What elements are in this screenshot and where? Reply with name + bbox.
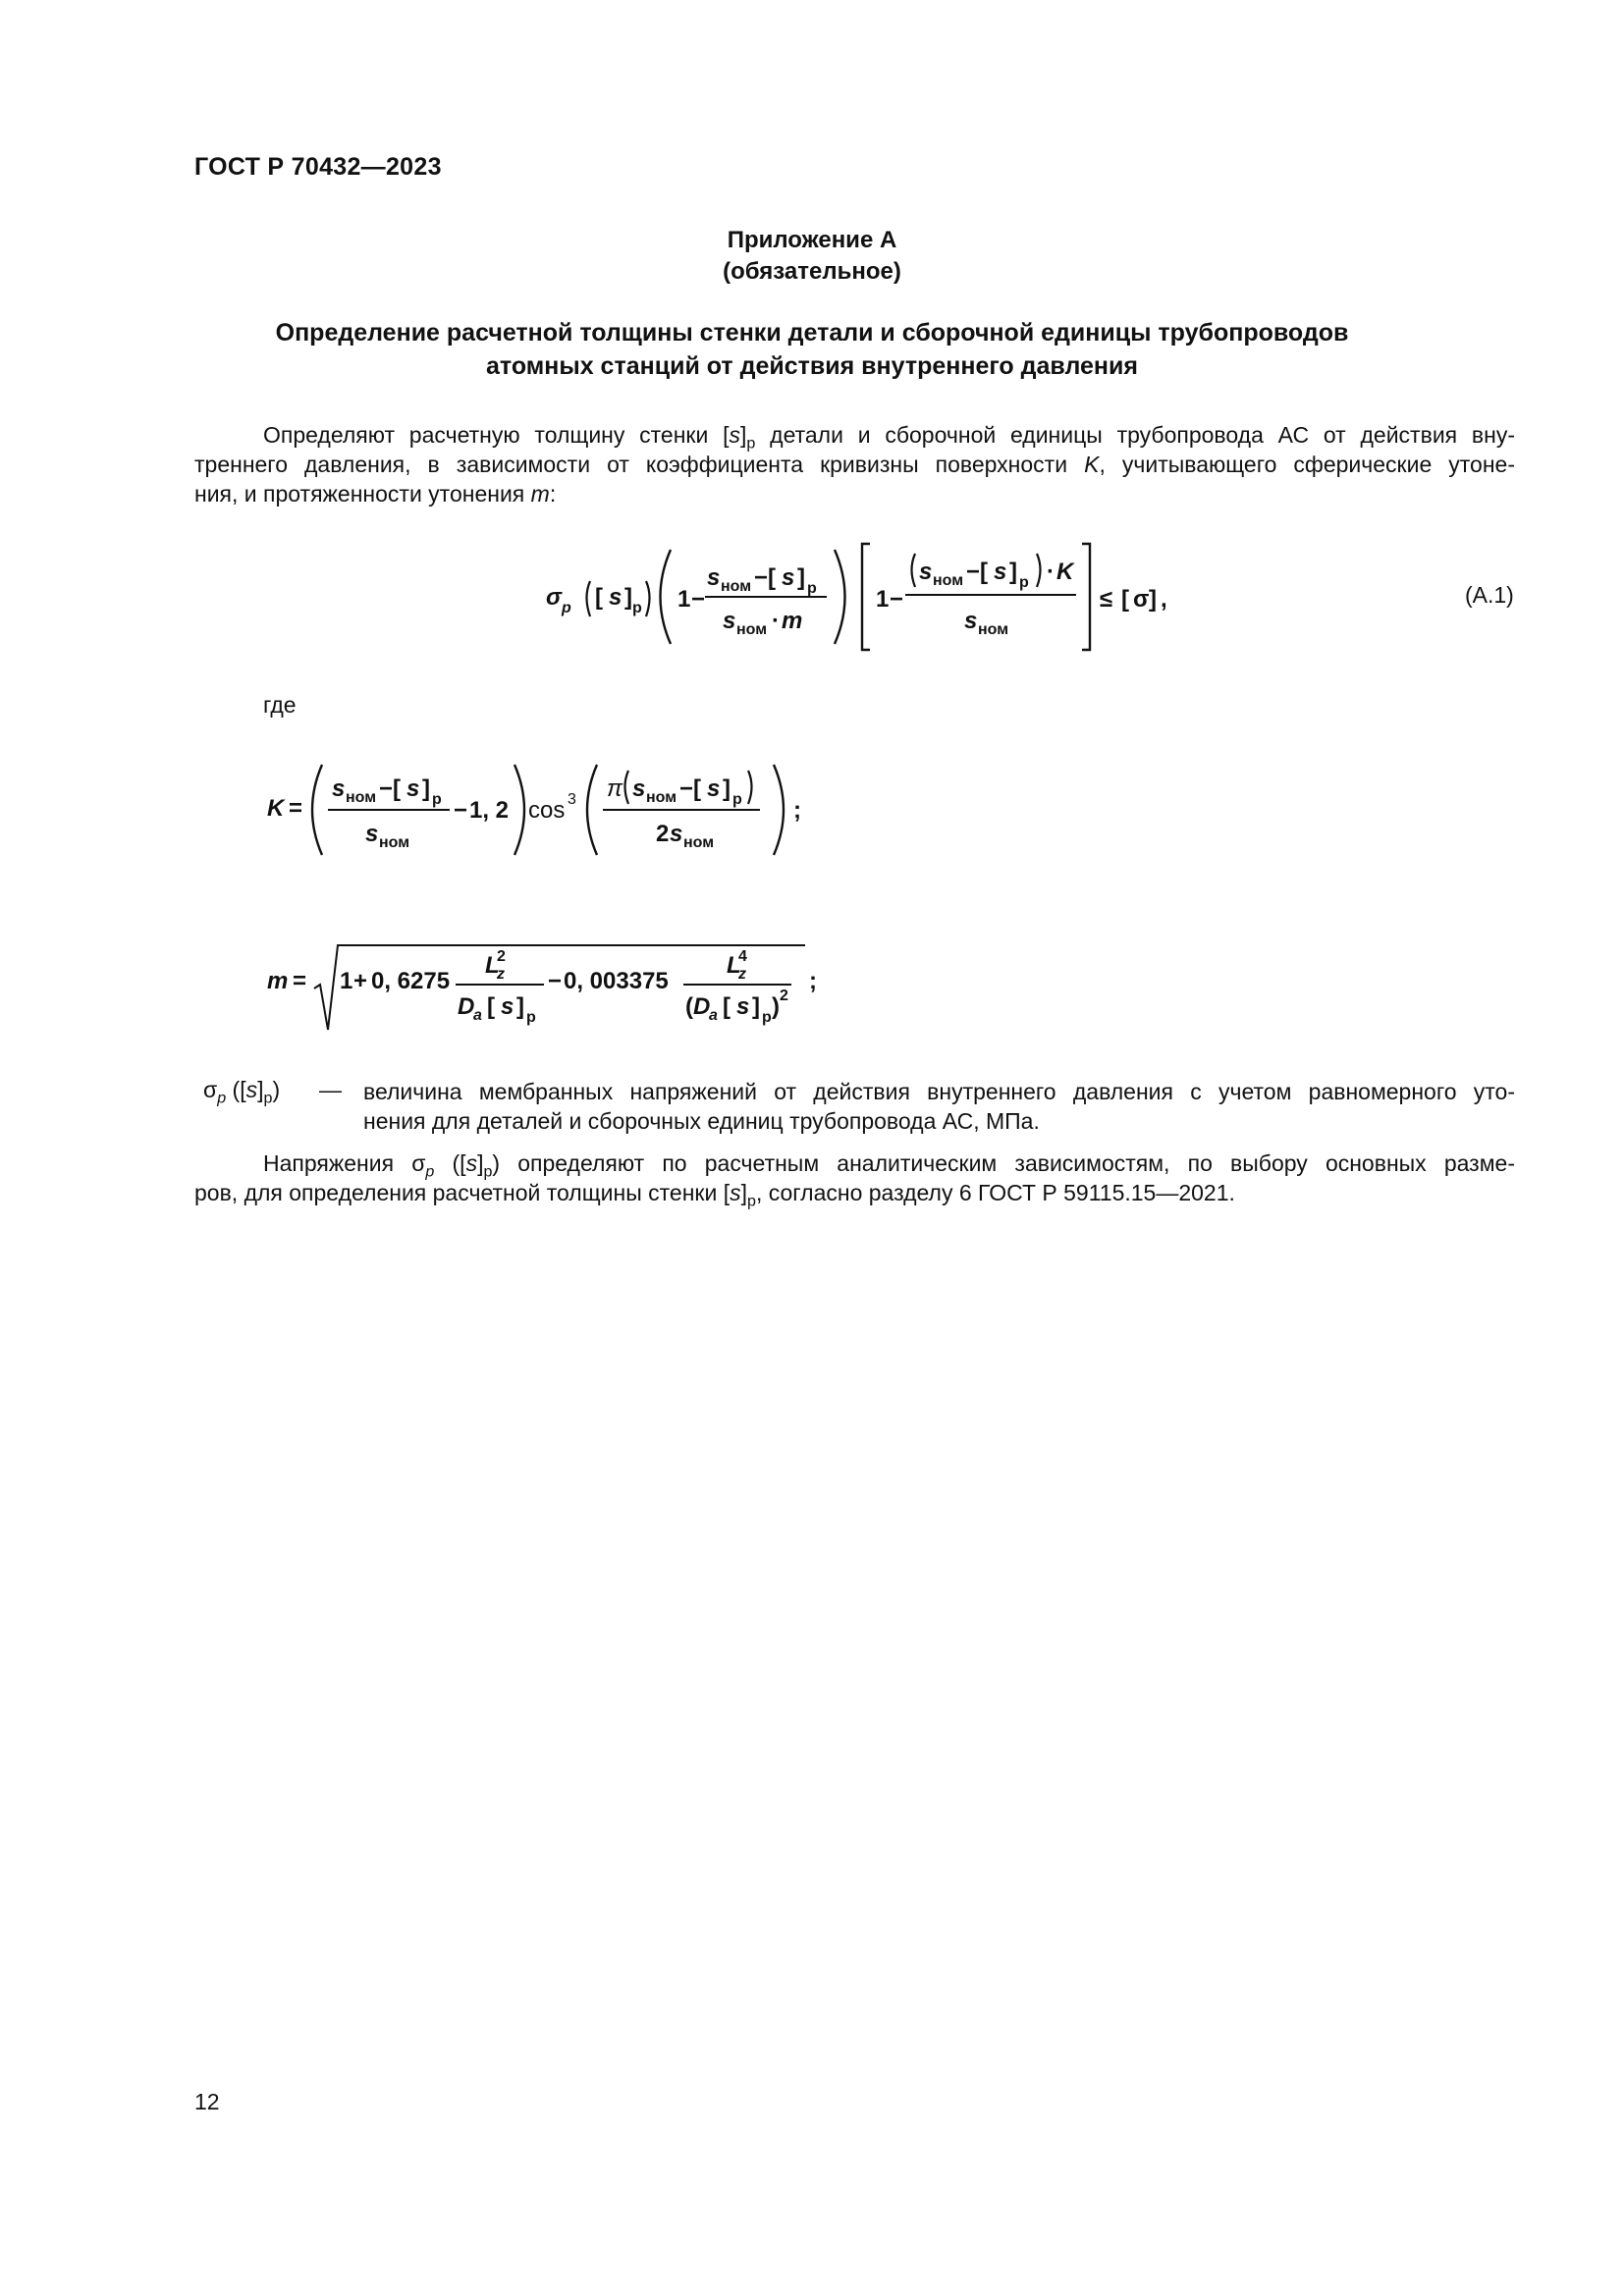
svg-text:·: · (772, 608, 780, 634)
svg-text:2: 2 (780, 988, 788, 1004)
k-constant: 1, 2 (469, 797, 510, 824)
svg-text:π: π (607, 775, 623, 802)
intro-line-1: Определяют расчетную толщину стенки $[s]_р$ детали и сборочной единицы трубопровода АС от действия вну- (263, 422, 1515, 453)
definition-line-2: нения для деталей и сборочных единиц трубопровода АС, МПа. (363, 1108, 1040, 1134)
eq-lbracket-1: [ (595, 584, 603, 611)
svg-text:]: ] (752, 993, 760, 1020)
svg-text:=: = (289, 795, 303, 822)
svg-text:[: [ (1121, 586, 1129, 613)
svg-text:[: [ (768, 564, 776, 591)
svg-text:1: 1 (340, 968, 353, 994)
intro-paragraph (194, 420, 1515, 508)
eq-nom-sub-1: ном (721, 578, 752, 595)
svg-text:−: − (548, 968, 563, 994)
svg-text:р: р (526, 1009, 536, 1026)
svg-text:−: − (890, 586, 904, 613)
svg-text:[: [ (393, 775, 401, 802)
definition-dash: — (319, 1077, 342, 1102)
m-coef-2: 0, 003375 (564, 968, 669, 994)
where-label: где (263, 692, 297, 718)
svg-text:р: р (762, 1009, 772, 1026)
svg-text:−: − (454, 797, 468, 824)
svg-text:·: · (1047, 559, 1055, 585)
svg-text:s: s (736, 993, 750, 1020)
cos-func: cos (528, 797, 566, 824)
svg-text:ном: ном (978, 621, 1009, 638)
definition-symbol: $\sigma_p$ $([s]_р)$ (203, 1077, 281, 1107)
svg-text:=: = (293, 968, 307, 994)
svg-text:): ) (772, 993, 780, 1020)
svg-text:a: a (473, 1007, 482, 1024)
svg-text:ном: ном (933, 572, 964, 589)
definition-line-1: величина мембранных напряжений от действия внутреннего давления с учетом равномерного уто- (363, 1079, 1515, 1104)
svg-text:m: m (267, 968, 289, 994)
svg-text:[: [ (693, 775, 701, 802)
eq-sigma-sub: p (562, 600, 571, 616)
svg-text:s: s (332, 775, 346, 802)
svg-text:]: ] (422, 775, 430, 802)
appendix-kind: (обязательное) (723, 258, 901, 285)
svg-text:[: [ (723, 993, 731, 1020)
svg-text:1: 1 (876, 586, 890, 613)
svg-text:s: s (632, 775, 646, 802)
svg-text:s: s (501, 993, 514, 1020)
svg-text:D: D (693, 993, 711, 1020)
svg-text:K: K (267, 795, 285, 822)
svg-text:ном: ном (346, 789, 377, 806)
svg-text:−: − (679, 775, 694, 802)
svg-text:L: L (727, 952, 741, 979)
equation-a1 (540, 530, 1227, 667)
svg-text:−: − (966, 559, 981, 585)
eq-s-nom-1: s (707, 564, 721, 591)
closing-paragraph (194, 1148, 1515, 1210)
svg-text:3: 3 (568, 791, 576, 808)
equation-number: (А.1) (1465, 582, 1514, 608)
svg-text:ном: ном (379, 834, 410, 851)
svg-text:z: z (497, 966, 505, 983)
eq-minus-1: − (691, 586, 706, 613)
svg-text:s: s (365, 821, 379, 847)
formula-K (263, 751, 833, 869)
intro-line-2: треннего давления, в зависимости от коэффициента кривизны поверхности K, учитывающего сферические утоне- (194, 452, 1515, 477)
svg-text:s: s (782, 564, 795, 591)
svg-text:]: ] (797, 564, 805, 591)
svg-text:]: ] (1009, 559, 1017, 585)
eq-one-1: 1 (677, 586, 691, 613)
definition-text (363, 1077, 1515, 1136)
svg-text:2: 2 (497, 948, 506, 965)
svg-text:,: , (1161, 586, 1167, 613)
svg-text:s: s (994, 559, 1007, 585)
svg-text:s: s (723, 608, 736, 634)
svg-text:;: ; (809, 968, 817, 994)
eq-leq: ≤ (1100, 586, 1113, 613)
svg-text:]: ] (723, 775, 731, 802)
appendix-title-line2: атомных станций от действия внутреннего давления (486, 352, 1138, 380)
appendix-label: Приложение А (727, 227, 897, 253)
eq-sigma-allow: σ (1133, 586, 1150, 613)
svg-text:ном: ном (646, 789, 677, 806)
eq-s-1: s (609, 584, 623, 611)
svg-text:(: ( (685, 993, 693, 1020)
eq-m: m (782, 608, 803, 634)
svg-text:[: [ (487, 993, 495, 1020)
eq-K: K (1056, 559, 1074, 585)
svg-text:р: р (807, 580, 817, 597)
svg-text:+: + (353, 968, 368, 994)
svg-text:ном: ном (736, 621, 768, 638)
svg-text:−: − (754, 564, 769, 591)
svg-text:2: 2 (656, 821, 670, 847)
closing-line-1: Напряжения $\sigma_p$ $([s]_р)$ определяют по расчетным аналитическим зависимостям, по выбору основных разме- (263, 1150, 1515, 1181)
appendix-title-line1: Определение расчетной толщины стенки детали и сборочной единицы трубопроводов (275, 319, 1349, 347)
svg-text:р: р (1019, 574, 1029, 591)
svg-text:]: ] (516, 993, 524, 1020)
svg-text:L: L (485, 952, 500, 979)
svg-text:]: ] (1149, 586, 1157, 613)
closing-line-2: ров, для определения расчетной толщины стенки $[s]_р$, согласно разделу 6 ГОСТ Р 59115.15—2021. (194, 1180, 1235, 1210)
svg-text:р: р (732, 791, 742, 808)
page-number: 12 (194, 2089, 220, 2114)
eq-sigma: σ (546, 584, 562, 611)
svg-text:р: р (432, 791, 442, 808)
svg-text:s: s (919, 559, 933, 585)
svg-text:s: s (964, 608, 978, 634)
svg-text:s: s (670, 821, 683, 847)
svg-text:[: [ (980, 559, 988, 585)
svg-text:4: 4 (738, 948, 747, 965)
svg-text:z: z (738, 966, 746, 983)
eq-sub-p-1: р (632, 600, 642, 616)
svg-text:s: s (406, 775, 420, 802)
intro-line-3: ния, и протяженности утонения m: (194, 481, 557, 507)
document-code: ГОСТ Р 70432—2023 (194, 153, 442, 181)
svg-text:ном: ном (683, 834, 715, 851)
svg-text:a: a (709, 1007, 718, 1024)
svg-text:]: ] (624, 584, 632, 611)
svg-text:;: ; (793, 797, 801, 824)
m-coef-1: 0, 6275 (371, 968, 451, 994)
formula-m (263, 928, 833, 1045)
svg-text:s: s (707, 775, 721, 802)
svg-text:−: − (379, 775, 394, 802)
svg-text:D: D (458, 993, 475, 1020)
